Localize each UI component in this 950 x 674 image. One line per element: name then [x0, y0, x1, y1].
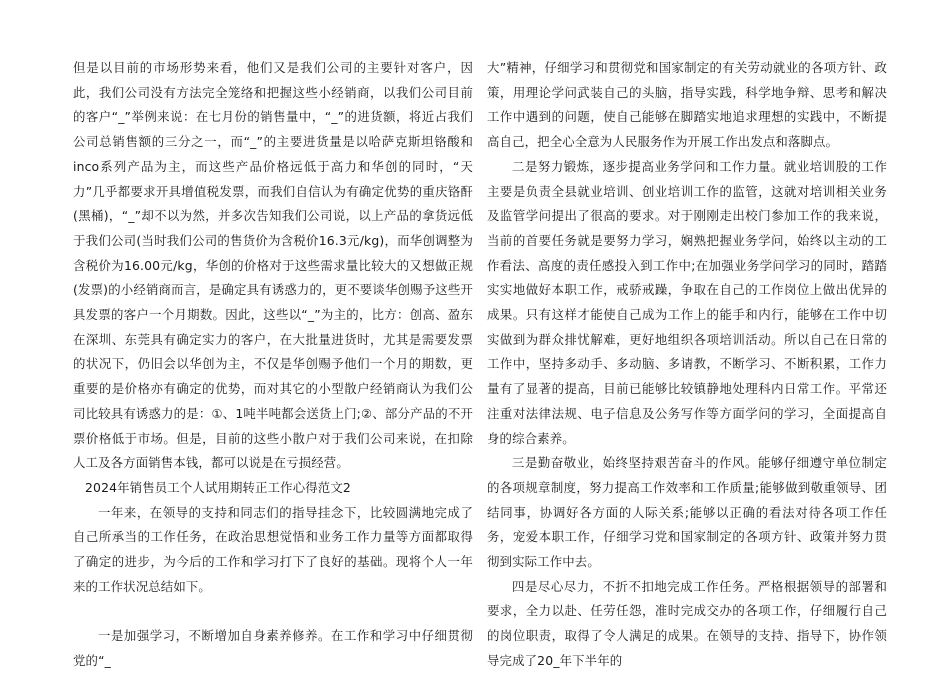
paragraph-market-analysis: 但是以目前的市场形势来看，他们又是我们公司的主要针对客户，因此，我们公司没有方法完全笼络和把握这些小经销商，以我们公司目前的客户“_”举例来说：在七月份的销售量中，“_”的进货额，将近占我们公司总销售额的三分之一，而“_”的主要进货量是以哈萨克斯坦铬酸和inco系列产品为主，而这些产品价格远低于高力和华创的同时，“天力”几乎都要求开具增值税发票，而我们自信认为有确定优势的重庆铬酐(黑桶)，“_”却不以为然，并多次告知我们公司说，以上产品的拿货远低于我们公司(当时我们公司的售货价为含税价16.3元/kg)，而华创调整为含税价为16.00元/kg，华创的价格对于这些需求量比较大的又想做正规(发票)的小经销商而言，是确定具有诱惑力的，更不要谈华创赐予这些开具发票的客户一个月期数。因此，这些以“_”为主的，比方：创高、盈东在深圳、东莞具有确定实力的客户，在大批量进货时，尤其是需要发票的状况下，仍旧会以华创为主，不仅是华创赐予他们一个月的期数，更重要的是价格亦有确定的优势，而对其它的小型散户经销商认为我们公司比较具有诱惑力的是：①、1吨半吨都会送货上门;②、部分产品的不开票价格低于市场。但是，目前的这些小散户对于我们公司来说，在扣除人工及各方面销售本钱，都可以说是在亏损经营。	[73, 60, 473, 471]
paragraph-point-three: 三是勤奋敬业，始终坚持艰苦奋斗的作风。能够仔细遵守单位制定的各项规章制度，努力提高工作效率和工作质量;能够做到敬重领导、团结同事，协调好各方面的人际关系;能够以正确的看法对待各项工作任务，宠爱本职工作，仔细学习党和国家制定的各项方针、政策并努力贯彻到实际工作中去。	[487, 455, 887, 570]
paragraph-point-four: 四是尽心尽力，不折不扣地完成工作任务。严格根据领导的部署和要求，全力以赴、任劳任怨，准时完成交办的各项工作，仔细履行自己的岗位职责，取得了令人满足的成果。在领导的支持、指导下，协作领导完成了20_年下半年的	[487, 578, 887, 668]
paragraph-continuation: 大”精神，仔细学习和贯彻党和国家制定的有关劳动就业的各项方针、政策，用理论学问武装自己的头脑，指导实践，科学地争辩、思考和解决工作中遇到的问题，使自己能够在脚踏实地追求理想的实践中，不断提高自己，把全心全意为人民服务作为开展工作出发点和落脚点。	[487, 60, 887, 150]
paragraph-point-one: 一是加强学习，不断增加自身素养修养。在工作和学习中仔细贯彻党的“_	[73, 628, 473, 668]
paragraph-point-two: 二是努力锻炼，逐步提高业务学问和工作力量。就业培训股的工作主要是负责全县就业培训、创业培训工作的监管，这就对培训相关业务及监管学问提出了很高的要求。对于刚刚走出校门参加工作的我来说，当前的首要任务就是要努力学习，娴熟把握业务学问，始终以主动的工作看法、高度的责任感投入到工作中;在加强业务学问学习的同时，踏踏实实地做好本职工作，戒骄戒躁，争取在自己的工作岗位上做出优异的成果。只有这样才能使自己成为工作上的能手和内行，能够在工作中切实做到为群众排忧解难，更好地组织各项培训活动。所以自己在日常的工作中，坚持多动手、多动脑、多请教，不断学习、不断积累，工作力量有了显著的提高，目前已能够比较镇静地处理科内日常工作。平常还注重对法律法规、电子信息及公务写作等方面学问的学习，全面提高自身的综合素养。	[487, 158, 887, 446]
left-column	[73, 56, 473, 674]
blank-line	[73, 599, 473, 624]
right-column	[487, 56, 887, 674]
paragraph-year-summary: 一年来，在领导的支持和同志们的指导挂念下，比较圆满地完成了自己所承当的工作任务，在政治思想觉悟和业务工作力量等方面都取得了确定的进步，为今后的工作和学习打下了良好的基础。现将个人一年来的工作状况总结如下。	[73, 504, 473, 594]
section-heading: 2024年销售员工个人试用期转正工作心得范文2	[85, 479, 351, 495]
